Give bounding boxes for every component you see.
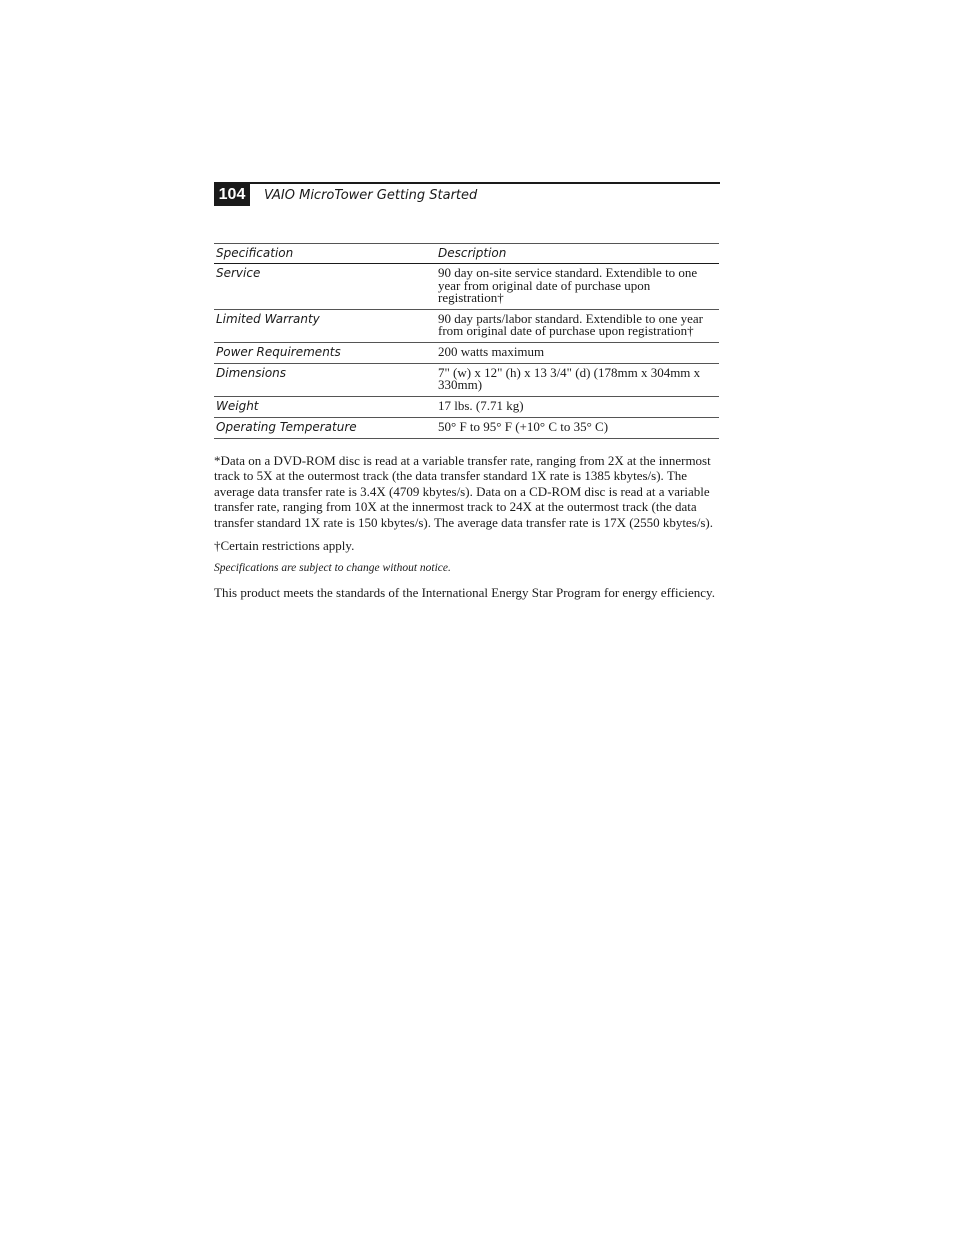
specifications-table [214,243,719,439]
spec-cell: Weight [214,396,436,417]
desc-cell: 50° F to 95° F (+10° C to 35° C) [436,417,719,438]
desc-cell: 90 day parts/labor standard. Extendible to one year from original date of purchase upon registration† [436,309,719,342]
desc-cell: 90 day on-site service standard. Extendible to one year from original date of purchase upon registration† [436,264,719,310]
page-number: 104 [214,184,250,206]
spec-cell: Limited Warranty [214,309,436,342]
spec-cell: Power Requirements [214,342,436,363]
restrictions-footnote: †Certain restrictions apply. [214,538,355,554]
book-title: VAIO MicroTower Getting Started [264,188,478,203]
spec-cell: Dimensions [214,363,436,396]
notes-section [214,453,726,608]
table-row [214,417,719,438]
column-header-specification: Specification [214,244,436,264]
energy-star-statement: This product meets the standards of the International Energy Star Program for energy efficiency. [214,584,715,600]
desc-cell: 200 watts maximum [436,342,719,363]
table-row [214,264,719,310]
spec-cell: Service [214,264,436,310]
table-row [214,396,719,417]
table-row [214,309,719,342]
spec-cell: Operating Temperature [214,417,436,438]
desc-cell: 17 lbs. (7.71 kg) [436,396,719,417]
data-rate-footnote: *Data on a DVD-ROM disc is read at a variable transfer rate, ranging from 2X at the innermost track to 5X at the outermost track (the data transfer standard 1X rate is 1385 kbytes/s). The average data transfer rate is 3.4X (4709 kbytes/s). Data on a CD-ROM disc is read at a variable transfer rate, ranging from 10X at the innermost track to 24X at the outermost track (the data transfer standard 1X rate is 150 kbytes/s). The average data transfer rate is 17X (2550 kbytes/s). [214,453,714,530]
column-header-description: Description [436,244,719,264]
table-row [214,342,719,363]
table-row [214,363,719,396]
desc-cell: 7" (w) x 12" (h) x 13 3/4" (d) (178mm x 304mm x 330mm) [436,363,719,396]
page-header [214,182,720,206]
table-header-row [214,244,719,264]
change-notice: Specifications are subject to change without notice. [214,562,451,575]
